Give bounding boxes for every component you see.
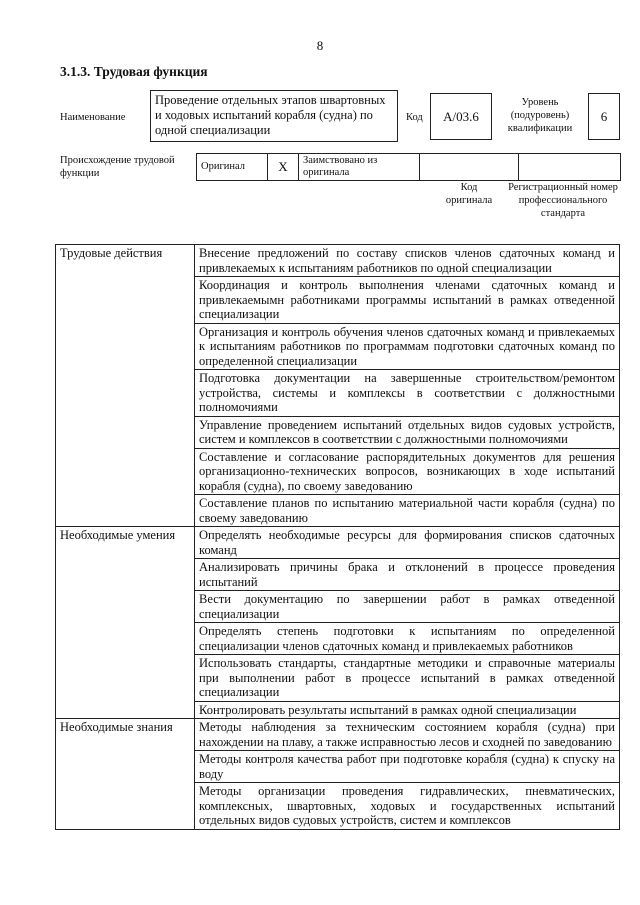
original-label: Оригинал	[201, 161, 245, 172]
original-mark-cell	[268, 154, 299, 181]
table-row	[56, 527, 620, 559]
level-value-box	[588, 93, 620, 140]
code-original-cell	[420, 154, 519, 181]
item-cell: Использовать стандарты, стандартные методики и справочные материалы при выполнении работ в процессе испытаний в рамках отведенной специализации	[195, 655, 620, 702]
item-cell: Составление и согласование распорядительных документов для решения организационно-технических вопросов, возникающих в ходе испытаний корабля (судна), по своему заведованию	[195, 448, 620, 495]
item-cell: Подготовка документации на завершенные строительством/ремонтом устройства, системы и комплексы в соответствии с должностными полномочиями	[195, 370, 620, 417]
page-number: 8	[316, 38, 324, 53]
borrowed-label: Заимствовано из оригинала	[303, 155, 378, 178]
item-cell: Вести документацию по завершении работ в рамках отведенной специализации	[195, 591, 620, 623]
item-cell: Координация и контроль выполнения членами сдаточных команд и привлекаемымн работниками программы испытаний в рамках отведенной специализации	[195, 277, 620, 324]
item-cell: Методы контроля качества работ при подготовке корабля (судна) к спуску на воду	[195, 751, 620, 783]
code-original-label: Код оригинала	[445, 182, 493, 206]
category-cell: Необходимые умения	[56, 527, 195, 719]
level-label: Уровень (подуровень) квалификации	[507, 97, 573, 134]
origin-table	[196, 153, 621, 181]
item-cell: Организация и контроль обучения членов сдаточных команд и привлекаемых к испытаниям работников по программам подготовки сдаточных команд по определенной специализации	[195, 323, 620, 370]
name-value-box	[150, 90, 398, 142]
item-cell: Методы наблюдения за техническим состоянием корабля (судна) при нахождении на плаву, а также исправностью лесов и сходней по заведованию	[195, 719, 620, 751]
origin-label: Происхождение трудовой функции	[60, 155, 175, 179]
category-cell: Трудовые действия	[56, 245, 195, 527]
category-cell: Необходимые знания	[56, 719, 195, 830]
section-title: 3.1.3. Трудовая функция	[60, 64, 208, 79]
table-row	[56, 245, 620, 277]
code-label: Код	[406, 112, 423, 123]
code-value-box	[430, 93, 492, 140]
table-row	[56, 719, 620, 751]
borrowed-cell	[299, 154, 420, 181]
original-mark: X	[278, 159, 288, 174]
main-table	[55, 244, 620, 830]
item-cell: Методы организации проведения гидравлических, пневматических, комплексных, швартовных, ходовых и государственных испытаний отдельных видов судовых устройств, систем и комплексов	[195, 783, 620, 830]
item-cell: Определять необходимые ресурсы для формирования списков сдаточных команд	[195, 527, 620, 559]
item-cell: Контролировать результаты испытаний в рамках одной специализации	[195, 701, 620, 719]
level-value: 6	[600, 108, 608, 124]
code-value: A/03.6	[443, 108, 479, 124]
item-cell: Составление планов по испытанию материальной части корабля (судна) по своему заведованию	[195, 495, 620, 527]
item-cell: Анализировать причины брака и отклонений в процессе проведения испытаний	[195, 559, 620, 591]
name-label: Наименование	[60, 112, 126, 123]
original-cell	[197, 154, 268, 181]
item-cell: Внесение предложений по составу списков членов сдаточных команд и привлекаемых к испытаниям работников по одной специализации	[195, 245, 620, 277]
reg-number-label: Регистрационный номер профессионального стандарта	[508, 182, 618, 219]
item-cell: Управление проведением испытаний отдельных видов судовых устройств, систем и комплексов в соответствии с должностными полномочиями	[195, 416, 620, 448]
reg-number-cell	[519, 154, 621, 181]
item-cell: Определять степень подготовки к испытаниям по определенной специализации членов сдаточных команд и привлекаемых работников	[195, 623, 620, 655]
name-value: Проведение отдельных этапов швартовных и ходовых испытаний корабля (судна) по одной специализации	[155, 93, 386, 137]
